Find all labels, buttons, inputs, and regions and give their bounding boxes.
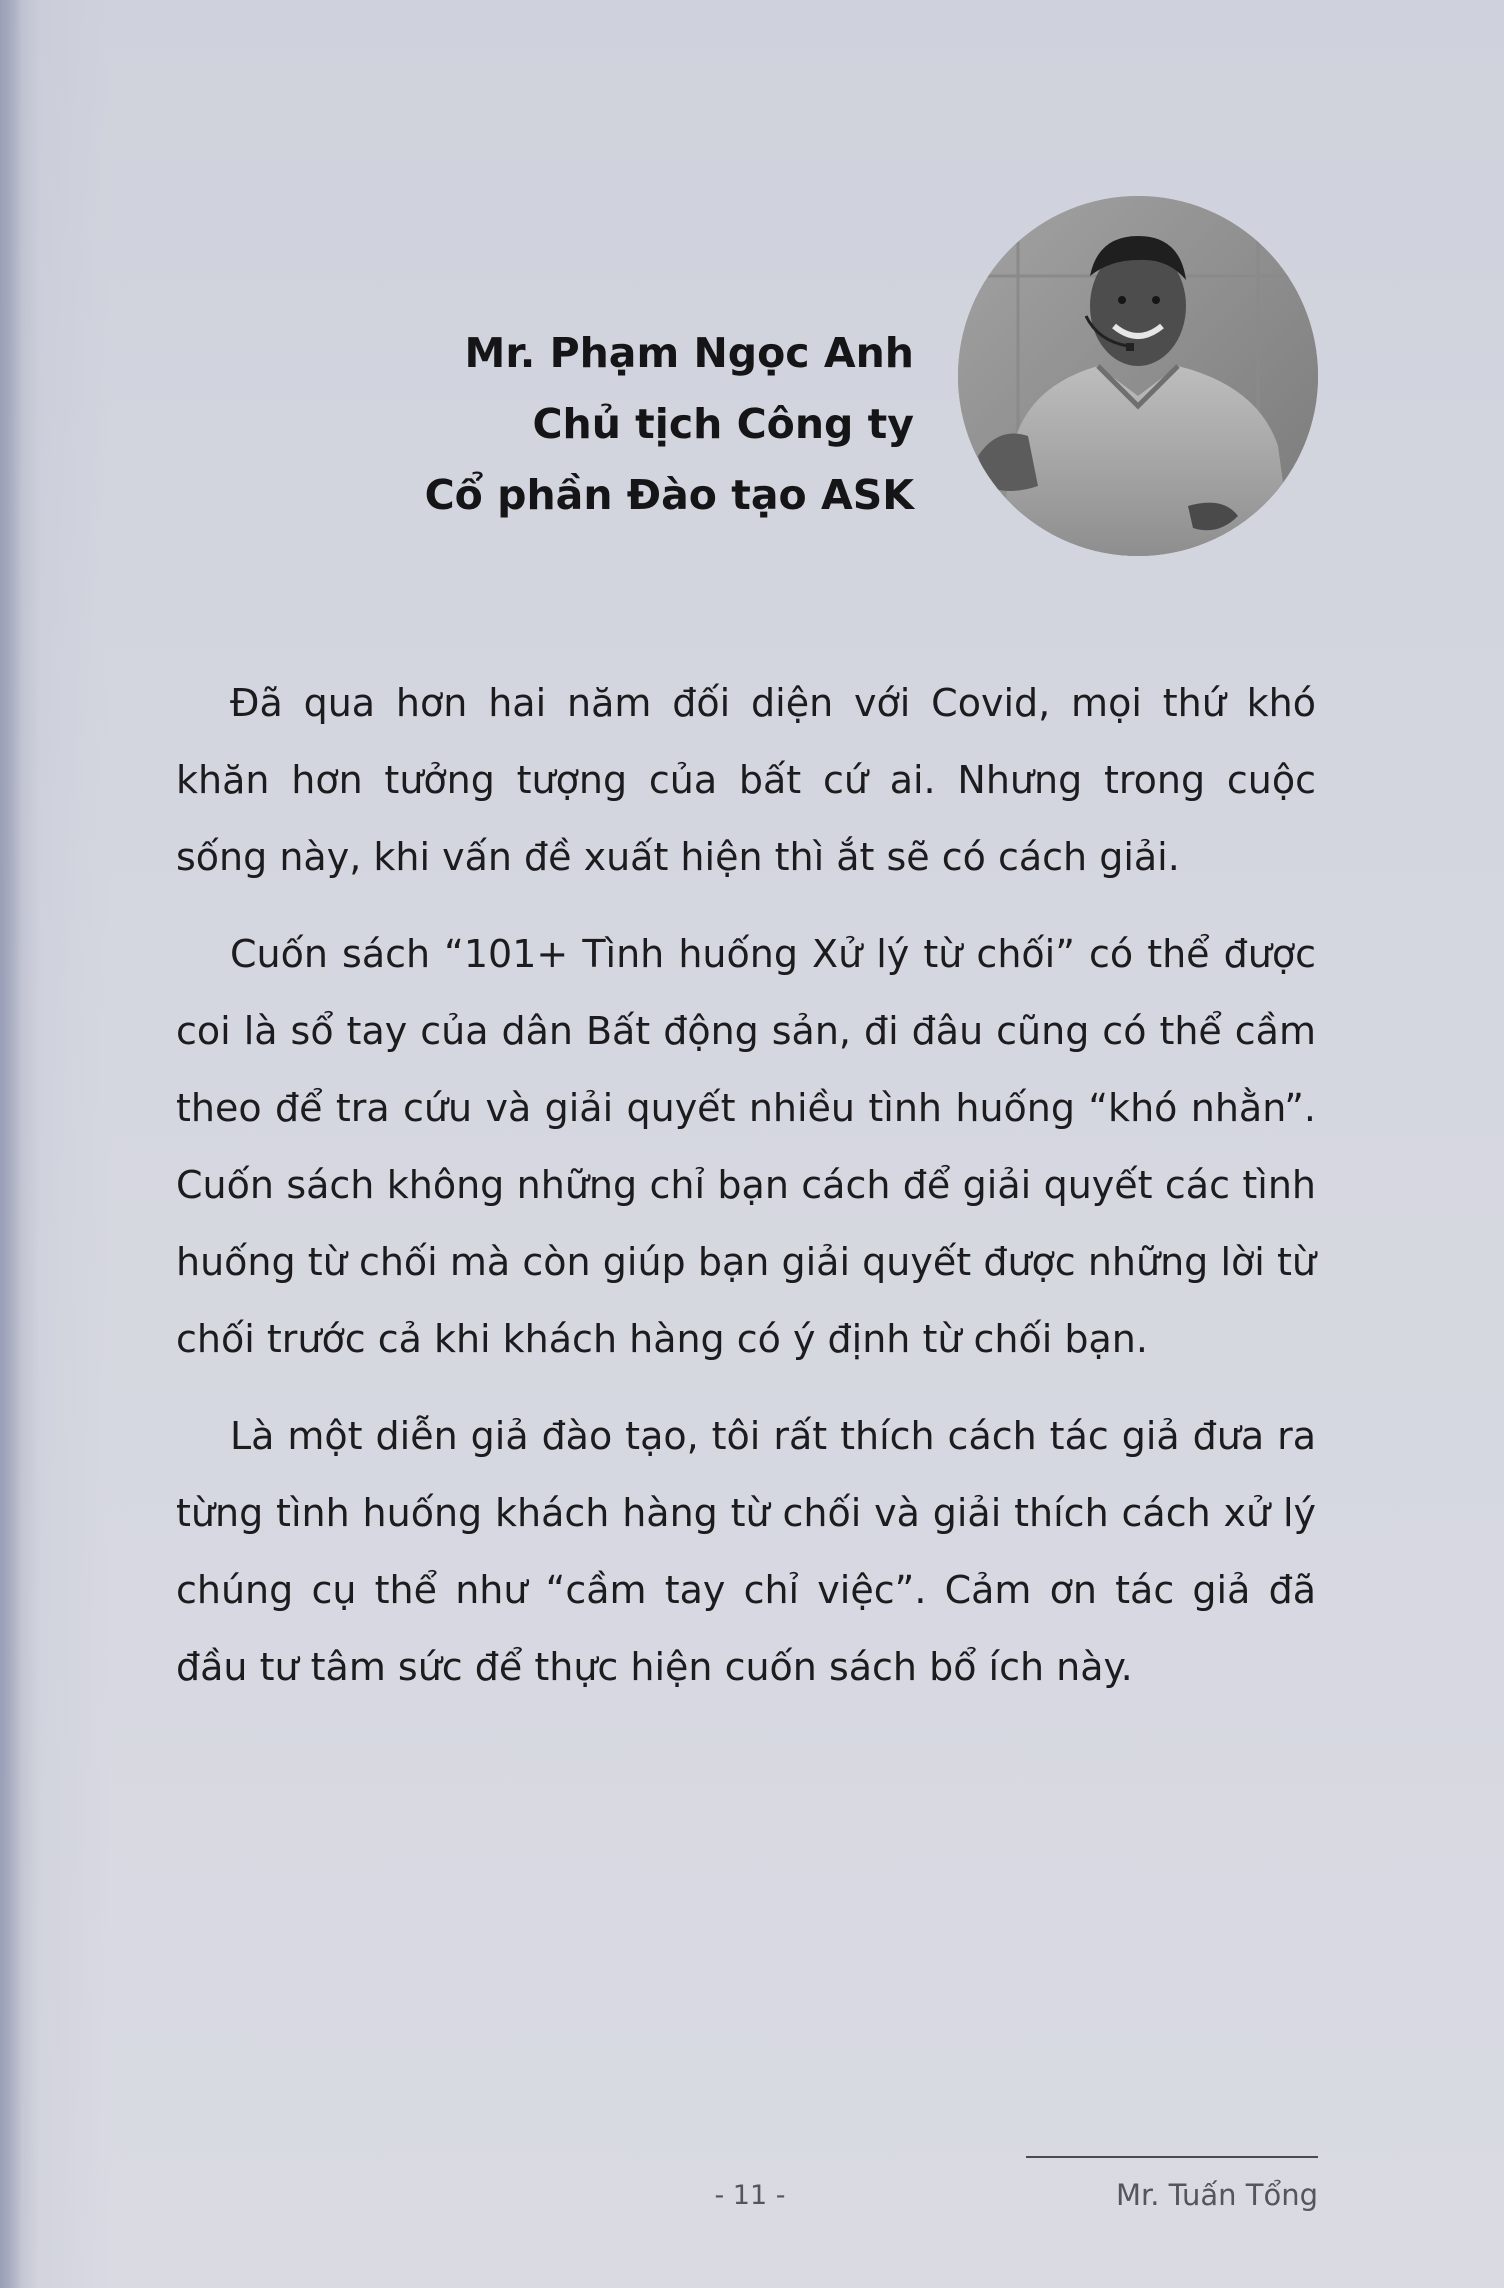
footer-divider bbox=[1026, 2156, 1318, 2158]
paragraph: Là một diễn giả đào tạo, tôi rất thích cách tác giả đưa ra từng tình huống khách hàng từ chối và giải thích cách xử lý chúng cụ thể như “cầm tay chỉ việc”. Cảm ơn tác giả đã đầu tư tâm sức để thực hiện cuốn sách bổ ích này. bbox=[176, 1414, 1316, 1689]
endorser-name: Mr. Phạm Ngọc Anh bbox=[464, 329, 914, 377]
paragraph: Đã qua hơn hai năm đối diện với Covid, mọi thứ khó khăn hơn tưởng tượng của bất cứ ai. Nhưng trong cuộc sống này, khi vấn đề xuất hiện thì ắt sẽ có cách giải. bbox=[176, 681, 1316, 879]
endorser-portrait bbox=[958, 196, 1318, 556]
endorser-company: Cổ phần Đào tạo ASK bbox=[424, 471, 914, 519]
person-portrait-icon bbox=[958, 196, 1318, 556]
endorser-credit bbox=[425, 318, 914, 531]
endorser-title: Chủ tịch Công ty bbox=[532, 400, 914, 448]
binding-shadow bbox=[0, 0, 22, 2288]
foreword-body bbox=[176, 665, 1316, 1726]
paragraph: Cuốn sách “101+ Tình huống Xử lý từ chối” có thể được coi là sổ tay của dân Bất động sản, đi đâu cũng có thể cầm theo để tra cứu và giải quyết nhiều tình huống “khó nhằn”. Cuốn sách không những chỉ bạn cách để giải quyết các tình huống từ chối mà còn giúp bạn giải quyết được những lời từ chối trước cả khi khách hàng có ý định từ chối bạn. bbox=[176, 932, 1316, 1361]
running-footer-author: Mr. Tuấn Tổng bbox=[1115, 2178, 1318, 2212]
page-number: - 11 - bbox=[714, 2180, 786, 2211]
